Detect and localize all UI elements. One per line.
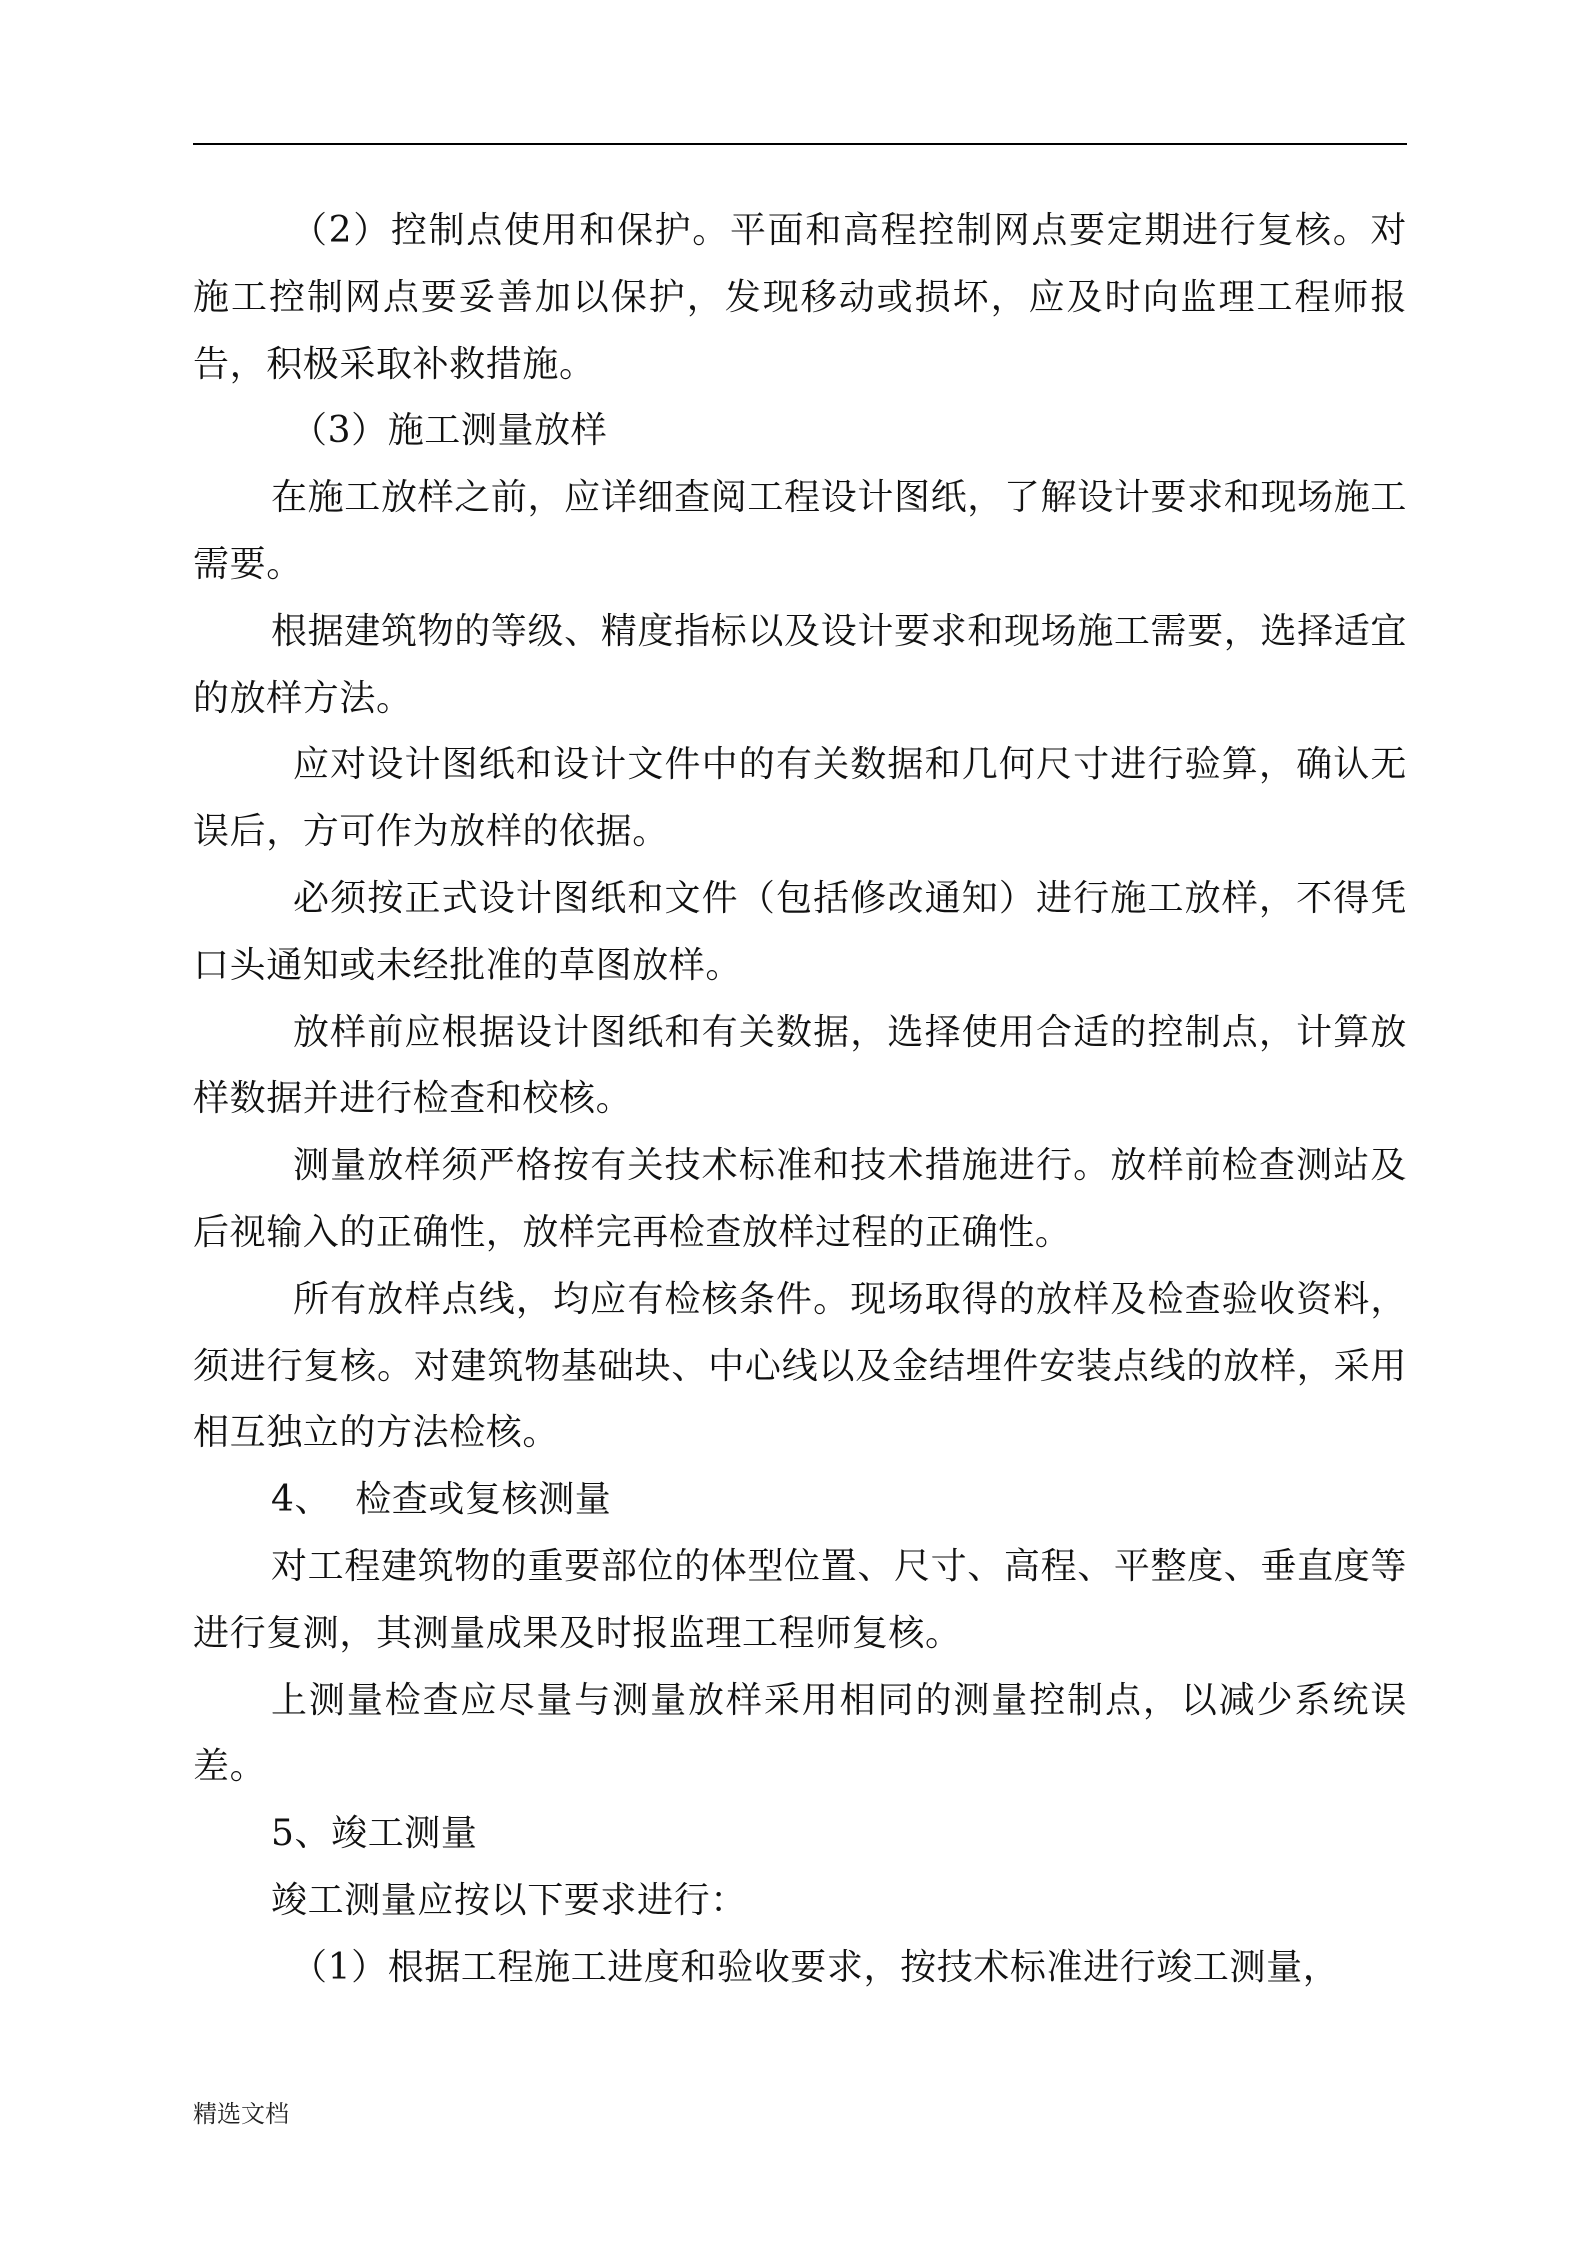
paragraph-system-error: 上测量检查应尽量与测量放样采用相同的测量控制点，以减少系统误差。 — [193, 1679, 1407, 1788]
paragraph-layout-standards: 测量放样须严格按有关技术标准和技术措施进行。放样前检查测站及后视输入的正确性，放样完再检查放样过程的正确性。 — [193, 1145, 1407, 1253]
paragraph-control-points: （2）控制点使用和保护。平面和高程控制网点要定期进行复核。对施工控制网点要妥善加以保护，发现移动或损坏，应及时向监理工程师报告，积极采取补救措施。 — [193, 210, 1407, 385]
heading-construction-layout: （3）施工测量放样 — [291, 410, 608, 452]
header-rule — [193, 143, 1407, 145]
paragraph-control-point-selection: 放样前应根据设计图纸和有关数据，选择使用合适的控制点，计算放样数据并进行检查和校核。 — [193, 1011, 1407, 1120]
paragraph-before-layout: 在施工放样之前，应详细查阅工程设计图纸，了解设计要求和现场施工需要。 — [193, 477, 1407, 585]
paragraph-check-conditions: 所有放样点线，均应有检核条件。现场取得的放样及检查验收资料，须进行复核。对建筑物基础块、中心线以及金结埋件安装点线的放样，采用相互独立的方法检核。 — [193, 1278, 1407, 1454]
paragraph-official-drawings: 必须按正式设计图纸和文件（包括修改通知）进行施工放样，不得凭口头通知或未经批准的草图放样。 — [193, 877, 1407, 986]
paragraph-layout-method: 根据建筑物的等级、精度指标以及设计要求和现场施工需要，选择适宜的放样方法。 — [193, 610, 1407, 719]
heading-completion-survey: 5、竣工测量 — [271, 1813, 478, 1855]
heading-inspection-survey: 4、 检查或复核测量 — [271, 1479, 612, 1521]
paragraph-verify-data: 应对设计图纸和设计文件中的有关数据和几何尺寸进行验算，确认无误后，方可作为放样的依据。 — [193, 744, 1407, 853]
paragraph-resurvey: 对工程建筑物的重要部位的体型位置、尺寸、高程、平整度、垂直度等进行复测，其测量成果及时报监理工程师复核。 — [193, 1545, 1407, 1654]
document-body — [193, 198, 1407, 2002]
footer-label: 精选文档 — [193, 2100, 289, 2128]
paragraph-completion-item-1: （1）根据工程施工进度和验收要求，按技术标准进行竣工测量， — [291, 1946, 1340, 1988]
paragraph-completion-requirements: 竣工测量应按以下要求进行： — [271, 1879, 747, 1921]
